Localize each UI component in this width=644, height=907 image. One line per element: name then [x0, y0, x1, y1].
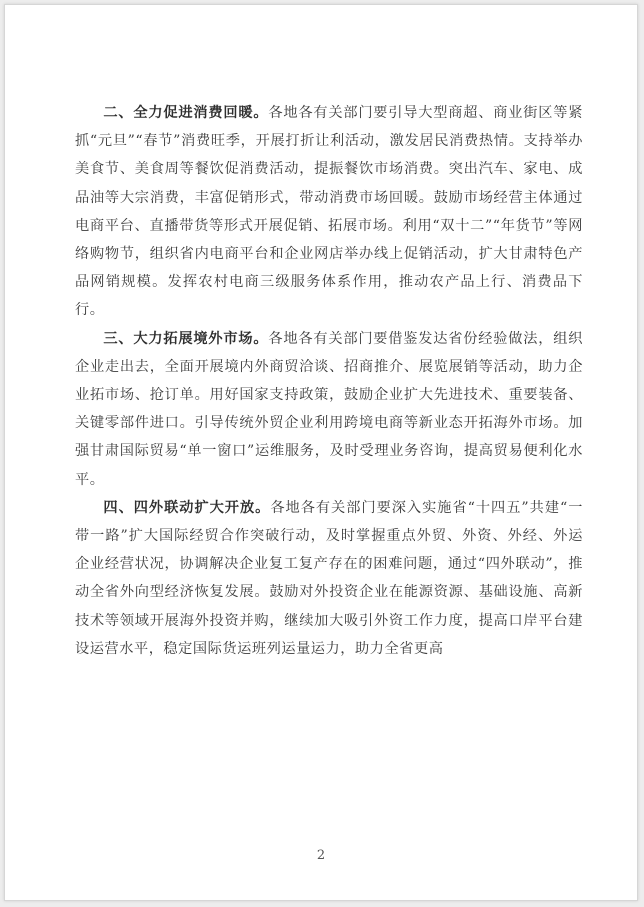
body-consumption: 各地各有关部门要引导大型商超、商业街区等紧抓“元旦”“春节”消费旺季，开展打折让利活动，激发居民消费热情。支持举办美食节、美食周等餐饮促消费活动，提振餐饮市场消费。突出汽车、家电、成品油等大宗消费，丰富促销形式，带动消费市场回暖。鼓励市场经营主体通过电商平台、直播带货等形式开展促销、拓展市场。利用“双十二”“年货节”等网络购物节，组织省内电商平台和企业网店举办线上促销活动，扩大甘肃特色产品网销规模。发挥农村电商三级服务体系作用，推动农产品上行、消费品下行。 [75, 105, 583, 319]
heading-overseas-market: 三、大力拓展境外市场。 [103, 330, 269, 347]
paragraph-opening-up [75, 494, 583, 663]
heading-opening-up: 四、四外联动扩大开放。 [103, 499, 271, 516]
document-body [75, 99, 583, 663]
document-page [4, 4, 638, 901]
body-opening-up: 各地各有关部门要深入实施省“十四五”共建“一带一路”扩大国际经贸合作突破行动，及时掌握重点外贸、外资、外经、外运企业经营状况，协调解决企业复工复产存在的困难问题，通过“四外联动”，推动全省外向型经济恢复发展。鼓励对外投资企业在能源资源、基础设施、高新技术等领域开展海外投资并购，继续加大吸引外资工作力度，提高口岸平台建设运营水平，稳定国际货运班列运量运力，助力全省更高 [75, 499, 583, 657]
page-number: 2 [316, 848, 326, 863]
heading-consumption: 二、全力促进消费回暖。 [103, 105, 269, 121]
body-overseas-market: 各地各有关部门要借鉴发达省份经验做法，组织企业走出去，全面开展境内外商贸洽谈、招商推介、展览展销等活动，助力企业拓市场、抢订单。用好国家支持政策，鼓励企业扩大先进技术、重要装备、关键零部件进口。引导传统外贸企业利用跨境电商等新业态开拓海外市场。加强甘肃国际贸易“单一窗口”运维服务，及时受理业务咨询，提高贸易便利化水平。 [75, 330, 583, 488]
paragraph-consumption [75, 99, 583, 325]
paragraph-overseas-market [75, 325, 583, 494]
